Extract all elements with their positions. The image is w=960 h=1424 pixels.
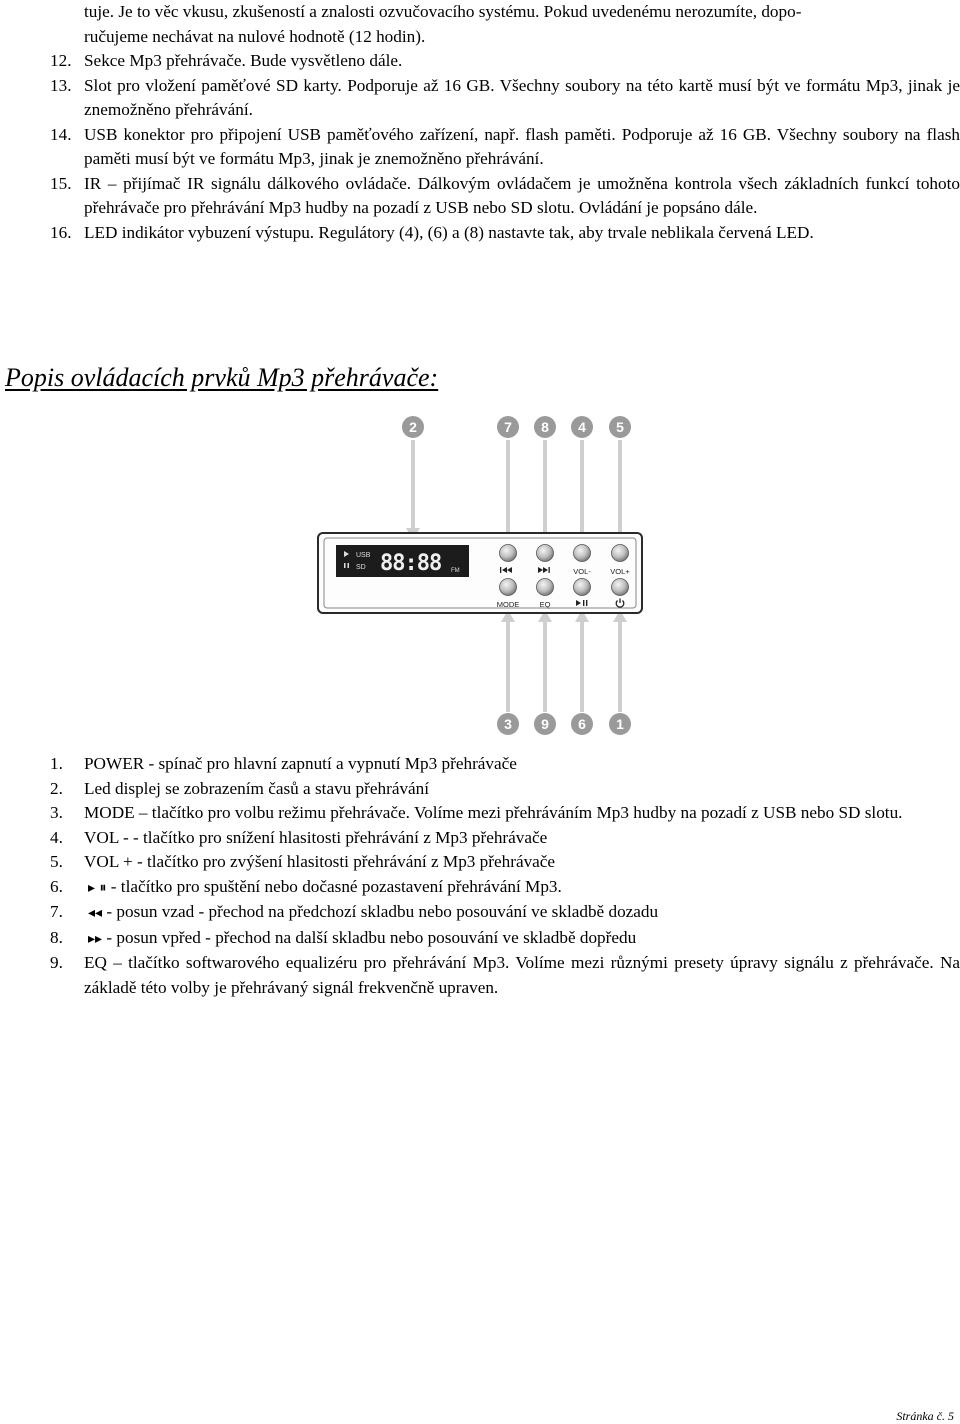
mode-label: MODE	[496, 600, 520, 609]
list-item	[50, 801, 960, 826]
play-pause-button[interactable]	[574, 579, 591, 596]
next-track-button[interactable]	[537, 545, 554, 562]
controls-list	[50, 752, 960, 1000]
prev-track-button[interactable]	[500, 545, 517, 562]
power-button[interactable]	[612, 579, 629, 596]
list-item	[50, 875, 960, 901]
list-item	[50, 752, 960, 777]
vol-down-label: VOL-	[573, 567, 591, 576]
item-text-wrap	[84, 926, 960, 952]
item-text-wrap	[84, 875, 960, 901]
rewind-symbol-icon: ◂◂	[88, 905, 103, 921]
item-text: Sekce Mp3 přehrávače. Bude vysvětleno dále.	[84, 51, 403, 70]
item-number: 8.	[50, 927, 63, 947]
list-item	[50, 900, 960, 926]
item-text: IR – přijímač IR signálu dálkového ovládače. Dálkovým ovládačem je umožněna kontrola všech základních funkcí tohoto přehrávače pro přehrávání Mp3 hudby na pozadí z USB nebo SD slotu. Ovládání je popsáno dále.	[84, 173, 960, 217]
item-text: POWER - spínač pro hlavní zapnutí a vypnutí Mp3 přehrávače	[84, 754, 517, 773]
top-arrows	[413, 440, 620, 540]
eq-button[interactable]	[537, 579, 554, 596]
item-number: 5.	[50, 852, 63, 871]
item-text: Led displej se zobrazením časů a stavu přehrávání	[84, 778, 430, 798]
item-text: - tlačítko pro spuštění nebo dočasné pozastavení přehrávání Mp3.	[106, 876, 562, 896]
item-text: - posun vpřed - přechod na další skladbu nebo posouvání ve skladbě dopředu	[102, 927, 637, 947]
fm-indicator: FM	[451, 568, 460, 574]
item-number: 14.	[50, 124, 72, 144]
marker-label: 3	[504, 716, 512, 732]
item-text: USB konektor pro připojení USB paměťového zařízení, např. flash paměti. Podporuje až 16 GB. Všechny soubory na flash paměti musí být ve formátu Mp3, jinak je znemožněno přehrávání.	[84, 124, 960, 168]
pause-indicator-icon	[348, 563, 350, 568]
item-number: 2.	[50, 778, 63, 798]
item-text-wrap	[84, 900, 960, 926]
list-item	[50, 926, 960, 952]
sd-indicator: SD	[356, 564, 366, 571]
marker-label: 2	[409, 419, 417, 435]
usb-indicator: USB	[356, 552, 371, 559]
play-pause-symbol-icon: ▸ ⏸	[88, 879, 107, 896]
marker-label: 6	[578, 716, 586, 732]
marker-label: 9	[541, 716, 549, 732]
marker-label: 7	[504, 419, 512, 435]
eq-label: EQ	[539, 600, 551, 609]
pause-indicator-icon	[344, 563, 346, 568]
item-number: 15.	[50, 173, 72, 193]
list-continuation-line: tuje. Je to věc vkusu, zkušeností a znalosti ozvučovacího systému. Pokud uvedenému nerozumíte, dopo-	[84, 2, 802, 21]
marker-label: 4	[578, 419, 586, 435]
player-panel	[318, 533, 642, 613]
item-text: EQ – tlačítko softwarového equalizéru pro přehrávání Mp3. Volíme mezi různými presety úpravy signálu z přehrávače. Na základě této volby je přehrávaný signál frekvenčně upraven.	[84, 953, 960, 997]
list-item	[50, 826, 960, 851]
list-item	[50, 850, 960, 875]
vol-down-button[interactable]	[574, 545, 591, 562]
list-continuation-line: ručujeme nechávat na nulové hodnotě (12 hodin).	[84, 26, 426, 46]
item-number: 12.	[50, 51, 72, 70]
vol-up-label: VOL+	[610, 567, 630, 576]
item-number: 9.	[50, 953, 63, 972]
item-text: - posun vzad - přechod na předchozí skladbu nebo posouvání ve skladbě dozadu	[102, 902, 659, 921]
display-digits: 88:88	[380, 551, 442, 576]
item-text: VOL - - tlačítko pro snížení hlasitosti přehrávání z Mp3 přehrávače	[84, 827, 548, 847]
item-number: 4.	[50, 827, 63, 847]
top-markers	[402, 416, 631, 438]
item-text: VOL + - tlačítko pro zvýšení hlasitosti přehrávání z Mp3 přehrávače	[84, 852, 556, 871]
bottom-markers	[497, 713, 631, 735]
list-item	[50, 951, 960, 1000]
marker-label: 1	[616, 716, 624, 732]
item-number: 16.	[50, 222, 72, 242]
item-text: LED indikátor vybuzení výstupu. Regulátory (4), (6) a (8) nastavte tak, aby trvale neblikala červená LED.	[84, 222, 814, 242]
item-text: MODE – tlačítko pro volbu režimu přehrávače. Volíme mezi přehráváním Mp3 hudby na pozadí z USB nebo SD slotu.	[84, 803, 903, 822]
bottom-arrows	[508, 618, 620, 712]
item-number: 6.	[50, 876, 63, 896]
marker-label: 8	[541, 419, 549, 435]
item-number: 13.	[50, 75, 72, 95]
list-item	[50, 777, 960, 802]
vol-up-button[interactable]	[612, 545, 629, 562]
item-text: Slot pro vložení paměťové SD karty. Podporuje až 16 GB. Všechny soubory na této kartě musí být ve formátu Mp3, jinak je znemožněno přehrávání.	[84, 75, 960, 119]
item-number: 7.	[50, 902, 63, 921]
item-number: 3.	[50, 803, 63, 822]
forward-symbol-icon: ▸▸	[88, 930, 103, 947]
mode-button[interactable]	[500, 579, 517, 596]
page-footer: Stránka č. 5	[896, 1409, 954, 1423]
marker-label: 5	[616, 419, 624, 435]
item-number: 1.	[50, 754, 63, 773]
section-title: Popis ovládacích prvků Mp3 přehrávače:	[5, 363, 439, 392]
